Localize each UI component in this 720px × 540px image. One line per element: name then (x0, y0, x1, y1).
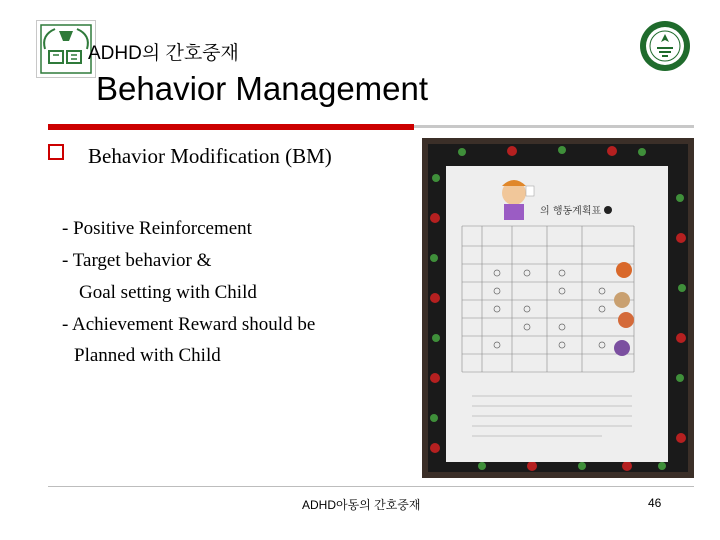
emblem-icon (37, 21, 95, 77)
list-item: Goal setting with Child (79, 282, 257, 303)
page-number: 46 (648, 496, 662, 510)
behavior-chart-photo (422, 138, 694, 478)
title-underline-extension (414, 125, 694, 128)
list-item: - Positive Reinforcement (62, 218, 252, 239)
chart-heading: 의 행동계획표 (540, 206, 602, 217)
title-underline (48, 124, 414, 130)
university-seal-logo (636, 18, 694, 74)
footer-title: ADHD아동의 간호중재 (302, 498, 421, 512)
bullet-square-icon (48, 144, 64, 160)
list-item: - Target behavior & (62, 250, 212, 271)
slide-subtitle: ADHD의 간호중재 (88, 43, 239, 64)
list-item: Planned with Child (74, 345, 221, 366)
list-item: - Achievement Reward should be (62, 314, 316, 335)
seal-icon (636, 18, 694, 74)
footer-divider (48, 486, 694, 487)
bullet-heading: Behavior Modification (BM) (88, 144, 332, 168)
school-emblem-logo (36, 20, 96, 78)
slide-title: Behavior Management (96, 70, 429, 107)
